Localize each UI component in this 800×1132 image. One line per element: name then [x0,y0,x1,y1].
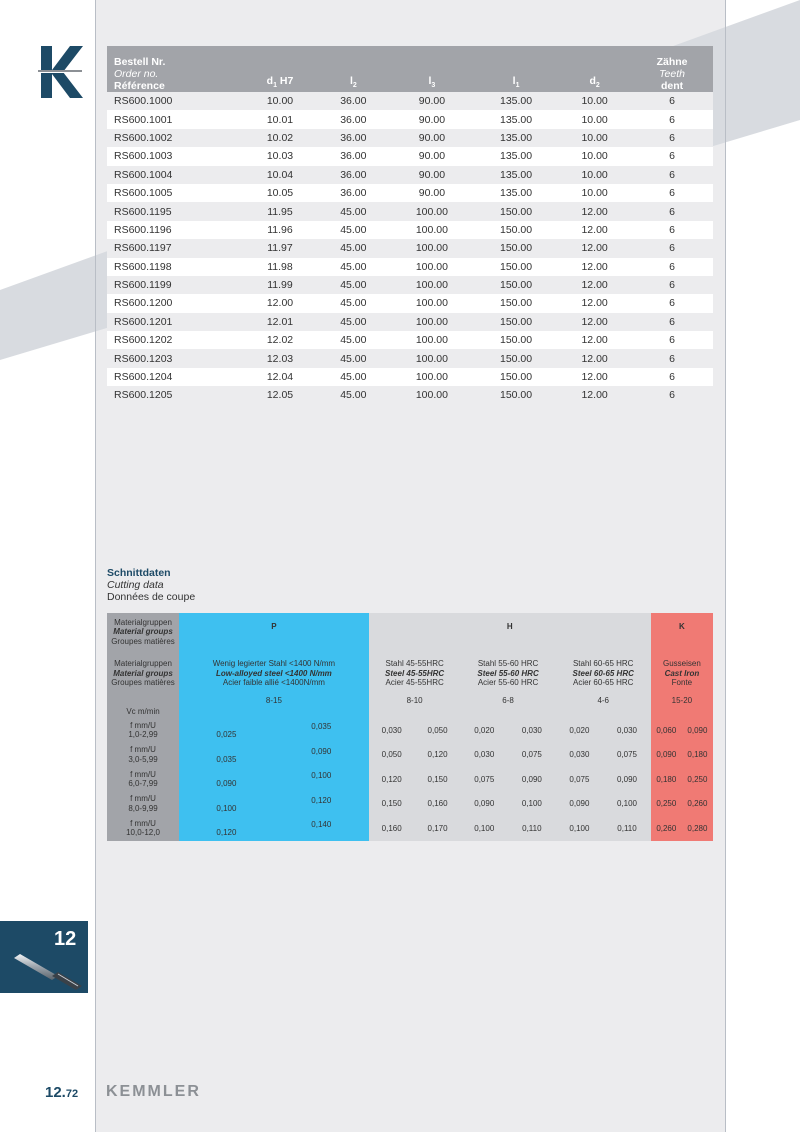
brand-wordmark: KEMMLER [106,1083,201,1100]
material-k: Gusseisen Cast Iron Fonte [651,651,713,696]
table-row [107,110,713,128]
table-cell: 10.05 [243,184,317,202]
table-cell: 10.00 [558,92,631,110]
feed-value: 0,075 [603,743,651,768]
feed-value: 0,110 [508,816,556,841]
feed-value: 0,120 [415,743,461,768]
feed-value: 0,100 [556,816,604,841]
table-cell: 45.00 [317,331,390,349]
table-row [107,221,713,239]
feed-value: 0,030 [556,743,604,768]
table-cell: 135.00 [474,184,558,202]
table-row [107,92,713,110]
table-cell: RS600.1201 [107,313,243,331]
table-cell: 6 [631,313,713,331]
table-cell: 100.00 [390,202,474,220]
col-d1: $d_1$ H7 [243,46,317,92]
cutting-data-title: Schnittdaten Cutting data Données de coupe [107,567,196,603]
table-cell: 100.00 [390,221,474,239]
feed-value: 0,090 [460,792,508,817]
table-cell: 135.00 [474,166,558,184]
table-row [107,331,713,349]
group-k: K [651,613,713,651]
table-cell: RS600.1200 [107,294,243,312]
feed-value: 0,180 [651,767,682,792]
group-h: H [369,613,651,651]
table-cell: 135.00 [474,147,558,165]
table-cell: 6 [631,386,713,404]
col-d2: $d_2$ [558,46,631,92]
feed-value: 0,100 [179,792,274,817]
table-cell: 6 [631,258,713,276]
table-cell: 6 [631,276,713,294]
table-cell: 12.00 [558,349,631,367]
feed-value: 0,035 [179,743,274,768]
table-row [107,129,713,147]
table-cell: 135.00 [474,92,558,110]
col-l3: $l_3$ [390,46,474,92]
feed-row [107,792,713,817]
table-cell: 10.02 [243,129,317,147]
table-cell: 135.00 [474,110,558,128]
feed-value: 0,180 [682,743,713,768]
table-cell: 10.03 [243,147,317,165]
kemmler-logo-icon [38,44,86,100]
chapter-number: 12 [54,928,77,950]
feed-value: 0,050 [415,718,461,743]
table-cell: 45.00 [317,349,390,367]
feed-value: 0,110 [603,816,651,841]
table-cell: 10.00 [558,110,631,128]
feed-value: 0,100 [508,792,556,817]
col-l1: $l_1$ [474,46,558,92]
col-teeth: Zähne Teeth dent [631,46,713,92]
table-cell: 45.00 [317,386,390,404]
feed-value: 0,090 [651,743,682,768]
table-cell: 36.00 [317,147,390,165]
table-cell: 12.00 [558,221,631,239]
table-cell: 12.03 [243,349,317,367]
table-cell: 12.00 [558,202,631,220]
table-cell: 45.00 [317,276,390,294]
table-cell: 150.00 [474,386,558,404]
table-cell: 150.00 [474,331,558,349]
feed-value: 0,260 [682,792,713,817]
table-cell: 6 [631,221,713,239]
table-row [107,313,713,331]
feed-value: 0,120 [369,767,415,792]
table-cell: 45.00 [317,202,390,220]
table-cell: RS600.1195 [107,202,243,220]
table-cell: 45.00 [317,368,390,386]
table-row [107,276,713,294]
table-cell: 11.99 [243,276,317,294]
table-cell: 11.97 [243,239,317,257]
table-cell: 100.00 [390,368,474,386]
left-rule [95,0,96,1132]
col-order-number: Bestell Nr. Order no. Référence [107,46,243,92]
feed-value: 0,075 [556,767,604,792]
feed-value: 0,075 [508,743,556,768]
table-cell: 6 [631,239,713,257]
table-cell: 12.00 [558,313,631,331]
table-cell: 45.00 [317,294,390,312]
table-cell: 135.00 [474,129,558,147]
table-cell: 6 [631,147,713,165]
feed-value: 0,250 [651,792,682,817]
feed-value: 0,140 [274,816,369,841]
table-cell: 12.04 [243,368,317,386]
table-cell: 150.00 [474,294,558,312]
table-cell: 12.00 [558,258,631,276]
table-row [107,349,713,367]
table-cell: 12.00 [558,386,631,404]
table-cell: 150.00 [474,221,558,239]
table-row [107,368,713,386]
table-cell: 90.00 [390,92,474,110]
table-row [107,386,713,404]
feed-value: 0,030 [603,718,651,743]
feed-value: 0,100 [274,767,369,792]
table-cell: 6 [631,110,713,128]
material-h2: Stahl 55-60 HRC Steel 55-60 HRC Acier 55-60 HRC [460,651,555,696]
feed-value: 0,170 [415,816,461,841]
table-cell: 100.00 [390,331,474,349]
feed-row [107,718,713,743]
table-cell: RS600.1203 [107,349,243,367]
vc-label: Vc m/min [107,696,179,718]
material-h1: Stahl 45-55HRC Steel 45-55HRC Acier 45-55HRC [369,651,461,696]
table-cell: 11.98 [243,258,317,276]
table-cell: 100.00 [390,258,474,276]
feed-value: 0,020 [556,718,604,743]
feed-value: 0,120 [274,792,369,817]
feed-value: 0,030 [369,718,415,743]
table-cell: 36.00 [317,166,390,184]
table-cell: 12.02 [243,331,317,349]
table-row [107,294,713,312]
feed-value: 0,150 [369,792,415,817]
material-group-row [107,613,713,651]
feed-value: 0,100 [603,792,651,817]
table-cell: 12.00 [558,294,631,312]
table-cell: 10.00 [558,166,631,184]
end-mill-icon [6,950,86,990]
table-cell: 90.00 [390,166,474,184]
table-cell: 10.00 [558,129,631,147]
table-cell: 10.00 [558,147,631,165]
table-cell: 150.00 [474,258,558,276]
feed-value: 0,090 [682,718,713,743]
feed-value: 0,030 [460,743,508,768]
table-cell: 6 [631,129,713,147]
vc-p: 8-15 [179,696,369,718]
product-table-header [107,46,713,92]
table-cell: 10.01 [243,110,317,128]
table-cell: 11.96 [243,221,317,239]
feed-label: f mm/U 1,0-2,99 [107,718,179,743]
vc-k: 15-20 [651,696,713,718]
table-cell: 45.00 [317,258,390,276]
feed-value: 0,090 [508,767,556,792]
feed-value: 0,160 [369,816,415,841]
table-cell: 100.00 [390,276,474,294]
feed-value: 0,160 [415,792,461,817]
table-cell: 12.00 [558,331,631,349]
table-row [107,166,713,184]
table-cell: 36.00 [317,184,390,202]
table-row [107,202,713,220]
table-cell: 90.00 [390,110,474,128]
material-p: Wenig legierter Stahl <1400 N/mm Low-alloyed steel <1400 N/mm Acier faible allié <1400N/mm [179,651,369,696]
page-number: 12.72 [45,1084,79,1101]
feed-label: f mm/U 8,0-9,99 [107,792,179,817]
material-h3: Stahl 60-65 HRC Steel 60-65 HRC Acier 60-65 HRC [556,651,651,696]
table-cell: 12.00 [558,276,631,294]
table-cell: 36.00 [317,110,390,128]
table-cell: 100.00 [390,313,474,331]
feed-value: 0,035 [274,718,369,743]
feed-value: 0,280 [682,816,713,841]
feed-row [107,767,713,792]
table-cell: 6 [631,184,713,202]
feed-value: 0,025 [179,718,274,743]
table-cell: RS600.1199 [107,276,243,294]
feed-label: f mm/U 6,0-7,99 [107,767,179,792]
vc-h1: 8-10 [369,696,461,718]
table-cell: RS600.1000 [107,92,243,110]
table-cell: RS600.1196 [107,221,243,239]
vc-h3: 4-6 [556,696,651,718]
table-cell: 6 [631,368,713,386]
table-cell: 150.00 [474,368,558,386]
table-cell: 10.04 [243,166,317,184]
table-cell: 150.00 [474,349,558,367]
table-cell: RS600.1205 [107,386,243,404]
table-cell: 6 [631,294,713,312]
col-l2: $l_2$ [317,46,390,92]
table-cell: 150.00 [474,313,558,331]
feed-value: 0,090 [274,743,369,768]
table-cell: 6 [631,92,713,110]
table-cell: 36.00 [317,129,390,147]
cutting-data-table [107,613,713,841]
table-cell: 100.00 [390,294,474,312]
feed-value: 0,030 [508,718,556,743]
table-cell: 45.00 [317,239,390,257]
feed-value: 0,150 [415,767,461,792]
table-cell: 10.00 [558,184,631,202]
table-cell: RS600.1002 [107,129,243,147]
table-cell: 90.00 [390,129,474,147]
vc-row [107,696,713,718]
table-cell: RS600.1202 [107,331,243,349]
table-cell: 45.00 [317,221,390,239]
feed-label: f mm/U 3,0-5,99 [107,743,179,768]
material-row [107,651,713,696]
feed-row [107,816,713,841]
table-cell: 100.00 [390,386,474,404]
table-cell: RS600.1198 [107,258,243,276]
table-cell: RS600.1001 [107,110,243,128]
table-cell: RS600.1204 [107,368,243,386]
table-cell: RS600.1003 [107,147,243,165]
table-cell: RS600.1005 [107,184,243,202]
feed-value: 0,250 [682,767,713,792]
table-cell: 36.00 [317,92,390,110]
table-cell: 100.00 [390,349,474,367]
feed-value: 0,060 [651,718,682,743]
table-cell: 6 [631,202,713,220]
table-cell: 150.00 [474,276,558,294]
table-cell: 6 [631,166,713,184]
table-cell: 6 [631,331,713,349]
table-row [107,147,713,165]
group-p: P [179,613,369,651]
table-cell: 90.00 [390,184,474,202]
table-cell: 12.00 [558,368,631,386]
feed-row [107,743,713,768]
feed-value: 0,100 [460,816,508,841]
table-cell: 6 [631,349,713,367]
table-cell: 10.00 [243,92,317,110]
feed-value: 0,090 [603,767,651,792]
feed-label: f mm/U 10,0-12,0 [107,816,179,841]
table-cell: 12.00 [243,294,317,312]
table-row [107,258,713,276]
right-rule [725,0,726,1132]
table-row [107,239,713,257]
feed-value: 0,090 [556,792,604,817]
table-cell: 12.00 [558,239,631,257]
table-cell: RS600.1197 [107,239,243,257]
feed-value: 0,090 [179,767,274,792]
feed-value: 0,260 [651,816,682,841]
feed-value: 0,120 [179,816,274,841]
product-table [107,46,713,405]
feed-value: 0,050 [369,743,415,768]
material-group-label: Materialgruppen Material groups Groupes matières [107,613,179,651]
vc-h2: 6-8 [460,696,555,718]
table-cell: 100.00 [390,239,474,257]
table-row [107,184,713,202]
table-cell: RS600.1004 [107,166,243,184]
table-cell: 12.05 [243,386,317,404]
table-cell: 150.00 [474,239,558,257]
feed-value: 0,020 [460,718,508,743]
table-cell: 45.00 [317,313,390,331]
table-cell: 90.00 [390,147,474,165]
material-label: Materialgruppen Material groups Groupes matières [107,651,179,696]
table-cell: 11.95 [243,202,317,220]
feed-value: 0,075 [460,767,508,792]
table-cell: 12.01 [243,313,317,331]
table-cell: 150.00 [474,202,558,220]
